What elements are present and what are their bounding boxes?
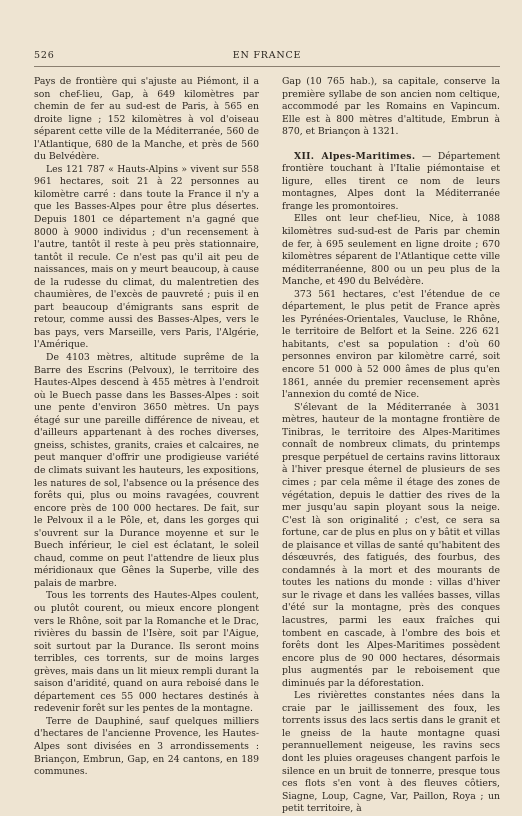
paragraph: Elles ont leur chef-lieu, Nice, à 1088 kilomètres sud-sud-est de Paris par chemin de fer, à 695 seulement en ligne droite ; 670 kilomètres séparent de l'Atlantique cette ville méditerranéenne, 800 ou un peu plus de la Manche, et 490 du Belvédère. [282,213,500,288]
paragraph: Les 121 787 « Hauts-Alpins » vivent sur 558 961 hectares, soit 21 à 22 personnes au kilomètre carré : dans toute la France il n'y a que les Basses-Alpes pour être plus désertes. Depuis 1801 ce département n'a gagné que 8000 à 9000 individus ; d'un recensement à l'autre, tantôt il reste à peu près stationnaire, tantôt il recule. Ce n'est pas qu'il ait peu de naissances, mais on y meurt beaucoup, à cause de la rudesse du climat, du malentretien des chaumières, de l'excès de pauvreté ; puis il en part beaucoup d'émigrants sans esprit de retour, comme aussi des Basses-Alpes, vers le bas pays, vers Marseille, vers Paris, l'Algérie, l'Amérique. [34,163,259,351]
section-heading: XII. Alpes-Maritimes. [294,150,416,162]
running-title: EN FRANCE [232,50,302,61]
left-column [34,76,259,779]
right-column [282,76,500,816]
section-intro-text: — Département frontière touchant à l'Italie piémontaise et ligure, elles tirent ce nom de leurs montagnes, Alpes dont la Méditerranée frange les promontoires. [282,150,500,212]
paragraph: Tous les torrents des Hautes-Alpes coulent, ou plutôt courent, ou mieux encore plongent vers le Rhône, soit par la Romanche et le Drac, rivières du bassin de l'Isère, soit par l'Aigue, soit surtout par la Durance. Ils seront moins terribles, ces torrents, sur de moins larges grèves, mais dans un lit mieux rempli durant la saison d'aridité, quand on aura reboisé dans le département ces 55 000 hectares destinés à redevenir forêt sur les pentes de la montagne. [34,590,259,715]
header-rule [34,66,500,67]
paragraph: Les rivièrettes constantes nées dans la craie par le jaillissement des foux, les torrents issus des lacs sertis dans le granit et le gneiss de la haute montagne quasi perannuellement neigeuse, les ravins secs dont les pluies orageuses changent parfois le silence en un bruit de tonnerre, presque tous ces flots s'en vont à des fleuves côtiers, Siagne, Loup, Cagne, Var, Paillon, Roya ; un petit territoire, à [282,690,500,815]
paragraph: De 4103 mètres, altitude suprême de la Barre des Escrins (Pelvoux), le territoire des Hautes-Alpes descend à 455 mètres à l'endroit où le Buech passe dans les Basses-Alpes : soit une pente d'environ 3650 mètres. Un pays étagé sur une pareille différence de niveau, et d'ailleurs appartenant à des roches diverses, gneiss, schistes, granits, craies et calcaires, ne peut manquer d'offrir une prodigieuse variété de climats suivant les hauteurs, les expositions, les natures de sol, l'absence ou la présence des forêts qui, plus ou moins ravagées, couvrent encore près de 100 000 hectares. De fait, sur le Pelvoux il a le Pôle, et, dans les gorges qui s'ouvrent sur la Durance moyenne et sur le Buech inférieur, le ciel est éclatant, le soleil chaud, comme on peut l'attendre de lieux plus méridionaux que Gênes la Superbe, ville des palais de marbre. [34,352,259,589]
paragraph: 373 561 hectares, c'est l'étendue de ce département, le plus petit de France après les Pyrénées-Orientales, Vaucluse, le Rhône, le territoire de Belfort et la Seine. 226 621 habitants, c'est sa population : d'où 60 personnes environ par kilomètre carré, soit encore 51 000 à 52 000 âmes de plus qu'en 1861, année du premier recensement après l'annexion du comté de Nice. [282,288,500,401]
page-number: 526 [34,50,55,61]
page-header [34,50,500,64]
section-paragraph [282,151,500,214]
paragraph: Terre de Dauphiné, sauf quelques milliers d'hectares de l'ancienne Provence, les Hautes-Alpes sont divisées en 3 arrondissements : Briançon, Embrun, Gap, en 24 cantons, en 189 communes. [34,715,259,778]
paragraph: S'élevant de la Méditerranée à 3031 mètres, hauteur de la montagne frontière de Tinibras, le territoire des Alpes-Maritimes connaît de nombreux climats, du printemps presque perpétuel de certains ravins littoraux à l'hiver presque éternel de plusieurs de ses cimes ; par cela même il étage des zones de végétation, depuis le dattier des rives de la mer jusqu'au sapin ployant sous la neige. C'est là son originalité ; c'est, ce sera sa fortune, car de plus en plus on y bâtit et villas de plaisance et villas de santé qu'habitent des désœuvrés, des fatigués, des fourbus, des condamnés à la mort et des mourants de toutes les nations du monde : villas d'hiver sur le rivage et dans les vallées basses, villas d'été sur la montagne, près des conques lacustres, parmi les eaux fraîches qui tombent en cascade, à l'ombre des bois et forêts dont les Alpes-Maritimes possèdent encore plus de 90 000 hectares, désormais plus augmentés par le reboisement que diminués par la déforestation. [282,401,500,689]
paragraph: Pays de frontière qui s'ajuste au Piémont, il a son chef-lieu, Gap, à 649 kilomètres par chemin de fer au sud-est de Paris, à 565 en droite ligne ; 152 kilomètres à vol d'oiseau séparent cette ville de la Méditerranée, 560 de l'Atlantique, 680 de la Manche, et près de 560 du Belvédère. [34,76,259,163]
paragraph: Gap (10 765 hab.), sa capitale, conserve la première syllabe de son ancien nom celtique, accommodé par les Romains en Vapincum. Elle est à 800 mètres d'altitude, Embrun à 870, et Briançon à 1321. [282,76,500,138]
